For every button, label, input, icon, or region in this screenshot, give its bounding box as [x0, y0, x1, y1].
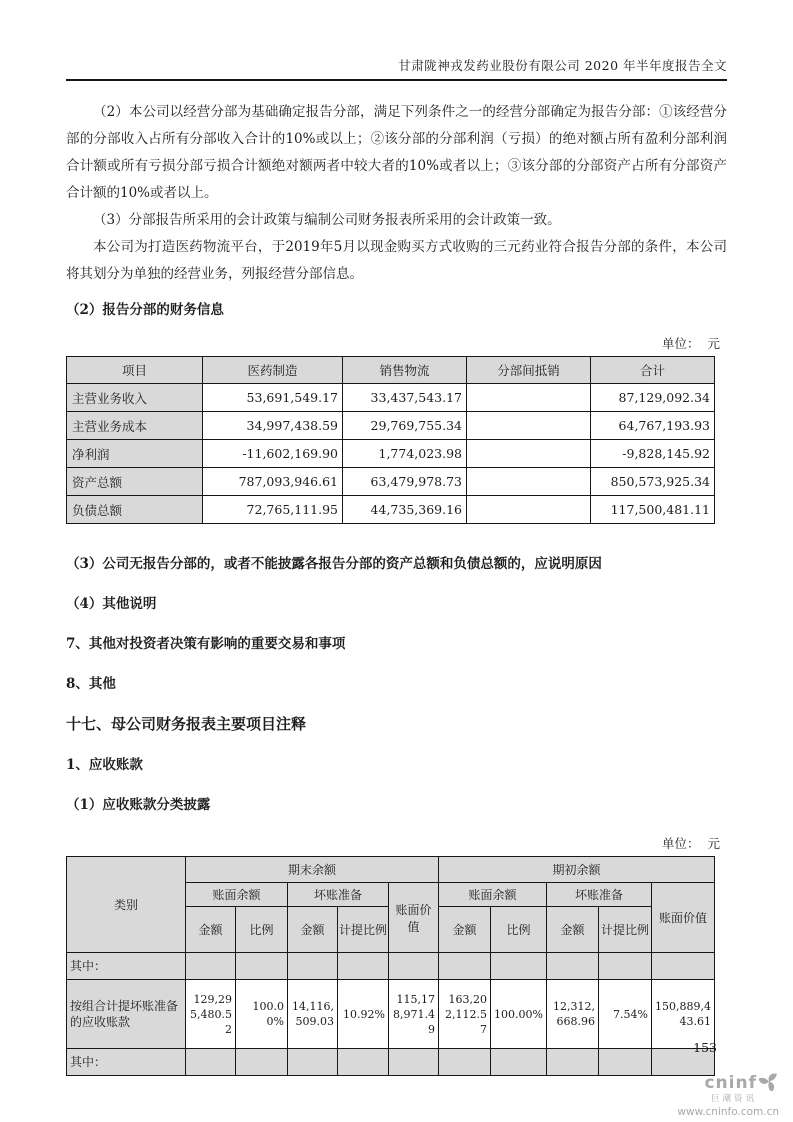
cell-value	[389, 1049, 439, 1076]
cell-value	[467, 412, 591, 440]
heading-other-notes: （4）其他说明	[66, 596, 157, 612]
cninfo-brand-text: cninf	[704, 1072, 757, 1093]
paragraph-segment-criteria: （2）本公司以经营分部为基础确定报告分部，满足下列条件之一的经营分部确定为报告分部：①该经营分部的分部收入占所有分部收入合计的10%或以上；②该分部的分部利润（亏损）的绝对额占所有盈利分部利润合计额或所有亏损分部亏损合计额绝对额两者中较大者的10%或者以上；③该分部的分部资产占所有分部资产合计额的10%或者以上。	[66, 104, 727, 201]
heading-segment-financial-info: （2）报告分部的财务信息	[66, 302, 224, 318]
cell-value: 117,500,481.11	[591, 496, 715, 524]
col-group-bad-debt-end: 坏账准备	[288, 883, 389, 907]
col-group-book-balance-end: 账面余额	[186, 883, 288, 907]
col-header-book-value-end: 账面价值	[389, 883, 439, 953]
cninfo-url: www.cninfo.com.cn	[677, 1105, 779, 1118]
cell-value: 14,116,509.03	[288, 980, 338, 1049]
cell-value	[186, 1049, 236, 1076]
cell-value	[389, 953, 439, 980]
cell-value: 29,769,755.34	[343, 412, 467, 440]
cell-value: 34,997,438.59	[203, 412, 343, 440]
col-group-period-begin: 期初余额	[439, 857, 715, 883]
cninfo-swirl-icon	[759, 1072, 779, 1094]
cell-value	[186, 953, 236, 980]
cell-value: 10.92%	[338, 980, 389, 1049]
cell-value	[467, 496, 591, 524]
cell-value: 787,093,946.61	[203, 468, 343, 496]
heading-ar-classification: （1）应收账款分类披露	[66, 797, 211, 813]
cell-value	[467, 468, 591, 496]
col-group-book-balance-begin: 账面余额	[439, 883, 547, 907]
row-label: 主营业务成本	[67, 412, 203, 440]
col-group-bad-debt-begin: 坏账准备	[547, 883, 652, 907]
cell-value: 44,735,369.16	[343, 496, 467, 524]
heading-no-segment-reason: （3）公司无报告分部的，或者不能披露各报告分部的资产总额和负债总额的，应说明原因	[66, 556, 602, 572]
unit-label-receivables-table: 单位： 元	[662, 836, 720, 851]
cell-value	[338, 1049, 389, 1076]
cninfo-logo	[677, 1072, 779, 1117]
table-row	[67, 412, 715, 440]
heading-other-major-transactions: 7、其他对投资者决策有影响的重要交易和事项	[66, 636, 346, 652]
cell-value: 53,691,549.17	[203, 384, 343, 412]
col-header-amount-begin: 金额	[439, 907, 491, 953]
cell-value	[439, 1049, 491, 1076]
col-header-item: 项目	[67, 357, 203, 384]
document-header-title: 甘肃陇神戎发药业股份有限公司 2020 年半年度报告全文	[66, 56, 727, 81]
col-header-pharma-manufacturing: 医药制造	[203, 357, 343, 384]
cell-value	[599, 1049, 652, 1076]
col-header-total: 合计	[591, 357, 715, 384]
cell-value	[467, 384, 591, 412]
table-row-among-which	[67, 1049, 715, 1076]
cell-value	[467, 440, 591, 468]
cell-value: 129,295,480.52	[186, 980, 236, 1049]
heading-other: 8、其他	[66, 676, 116, 692]
cell-value: 87,129,092.34	[591, 384, 715, 412]
cell-value	[491, 1049, 547, 1076]
cell-value	[491, 953, 547, 980]
row-label: 按组合计提坏账准备的应收账款	[67, 980, 186, 1049]
cell-value: 64,767,193.93	[591, 412, 715, 440]
col-header-book-value-begin: 账面价值	[652, 883, 715, 953]
paragraph-accounting-policy: （3）分部报告所采用的会计政策与编制公司财务报表所采用的会计政策一致。	[93, 212, 561, 228]
cell-value: 63,479,978.73	[343, 468, 467, 496]
col-header-inter-segment-offset: 分部间抵销	[467, 357, 591, 384]
row-label: 主营业务收入	[67, 384, 203, 412]
cell-value: 100.00%	[491, 980, 547, 1049]
paragraph-logistics-platform: 本公司为打造医药物流平台，于2019年5月以现金购买方式收购的三元药业符合报告分部的条件，本公司将其划分为单独的经营业务，列报经营分部信息。	[66, 239, 727, 282]
row-label: 其中：	[67, 1049, 186, 1076]
col-header-ratio-end: 比例	[236, 907, 288, 953]
cell-value: 150,889,443.61	[652, 980, 715, 1049]
cell-value	[439, 953, 491, 980]
cell-value	[338, 953, 389, 980]
col-header-provision-ratio-end: 计提比例	[338, 907, 389, 953]
col-header-category: 类别	[67, 857, 186, 953]
col-header-sales-logistics: 销售物流	[343, 357, 467, 384]
table-row-portfolio-provision	[67, 980, 715, 1049]
cell-value	[288, 1049, 338, 1076]
cell-value	[652, 953, 715, 980]
table-row	[67, 496, 715, 524]
cell-value: 12,312,668.96	[547, 980, 599, 1049]
table-row	[67, 384, 715, 412]
segment-financial-table	[66, 356, 715, 524]
col-group-period-end: 期末余额	[186, 857, 439, 883]
row-label: 其中：	[67, 953, 186, 980]
col-header-provision-ratio-begin: 计提比例	[599, 907, 652, 953]
receivables-classification-table	[66, 856, 715, 1076]
cell-value	[236, 953, 288, 980]
cell-value: 7.54%	[599, 980, 652, 1049]
cell-value: 850,573,925.34	[591, 468, 715, 496]
page-number: 153	[693, 1040, 717, 1055]
header-row-period	[67, 857, 715, 883]
cell-value	[288, 953, 338, 980]
table-row	[67, 440, 715, 468]
cell-value: 115,178,971.49	[389, 980, 439, 1049]
row-label: 资产总额	[67, 468, 203, 496]
col-header-ratio-begin: 比例	[491, 907, 547, 953]
heading-parent-company-notes: 十七、母公司财务报表主要项目注释	[66, 715, 307, 733]
col-header-bad-amount-begin: 金额	[547, 907, 599, 953]
cell-value: 163,202,112.57	[439, 980, 491, 1049]
table-row	[67, 468, 715, 496]
row-label: 负债总额	[67, 496, 203, 524]
cell-value	[599, 953, 652, 980]
cninfo-subtitle: 巨潮资讯	[710, 1094, 757, 1104]
col-header-bad-amount-end: 金额	[288, 907, 338, 953]
cell-value: -9,828,145.92	[591, 440, 715, 468]
cell-value: 72,765,111.95	[203, 496, 343, 524]
cell-value	[547, 1049, 599, 1076]
unit-label-segment-table: 单位： 元	[662, 336, 720, 351]
table-row-among-which	[67, 953, 715, 980]
cell-value: 33,437,543.17	[343, 384, 467, 412]
cell-value: 100.00%	[236, 980, 288, 1049]
row-label: 净利润	[67, 440, 203, 468]
cell-value	[547, 953, 599, 980]
cell-value: -11,602,169.90	[203, 440, 343, 468]
col-header-amount-end: 金额	[186, 907, 236, 953]
cell-value	[236, 1049, 288, 1076]
heading-accounts-receivable: 1、应收账款	[66, 757, 143, 773]
segment-table-header-row	[67, 357, 715, 384]
cell-value: 1,774,023.98	[343, 440, 467, 468]
